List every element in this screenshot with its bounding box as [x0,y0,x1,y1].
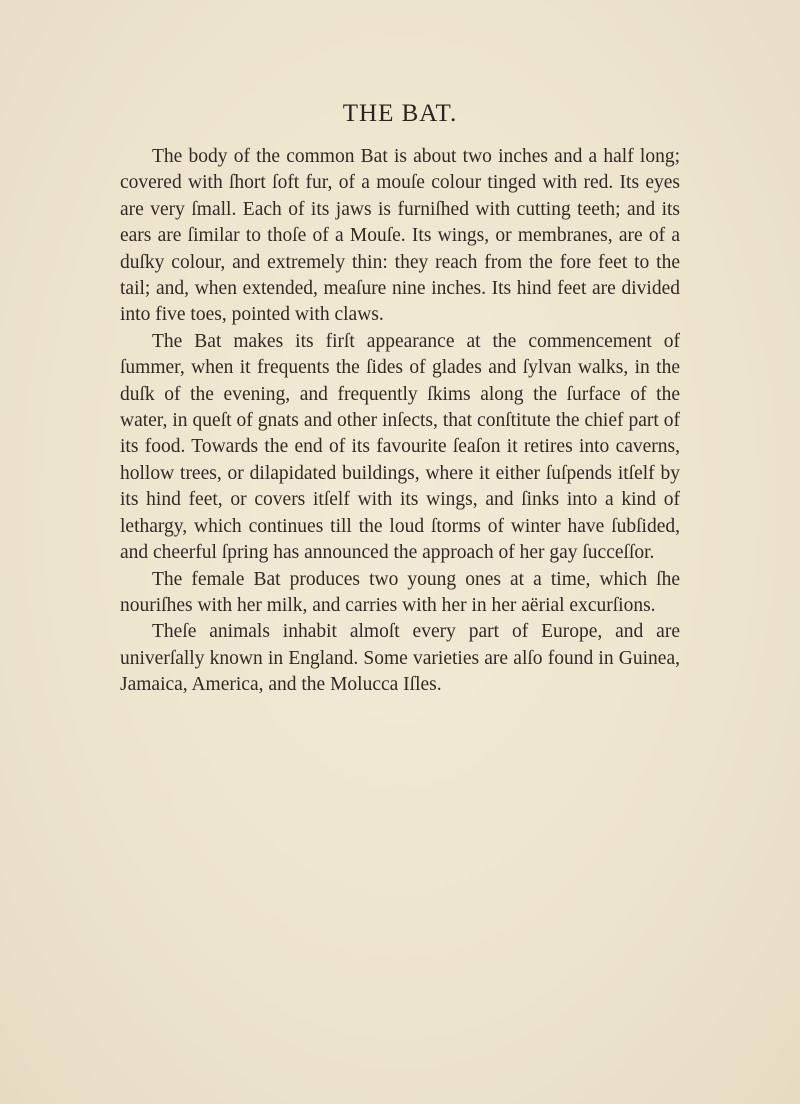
page-title: THE BAT. [342,100,458,127]
paragraph-description: The body of the common Bat is about two inches and a half long; covered with ſhort ſoft fur, of a mouſe colour tinged with red. Its eyes are very ſmall. Each of its jaws is furniſhed with cutting teeth; and its ears are ſimilar to thoſe of a Mouſe. Its wings, or membranes, are of a duſky colour, and extremely thin: they reach from the fore feet to the tail; and, when extended, meaſure nine inches. Its hind feet are divided into five toes, pointed with claws. [120,146,680,326]
paragraph-distribution: Theſe animals inhabit almoſt every part of Europe, and are univerſally known in England. Some varieties are alſo found in Guinea, Jamaica, America, and the Molucca Iſles. [120,621,680,696]
body-text [120,144,680,699]
paragraph-reproduction: The female Bat produces two young ones at a time, which ſhe nouriſhes with her milk, and carries with her in her aërial excurſions. [120,568,680,616]
paragraph-habits: The Bat makes its firſt appearance at the commencement of ſummer, when it frequents the ſides of glades and ſylvan walks, in the duſk of the evening, and frequently ſkims along the ſurface of the water, in queſt of gnats and other inſects, that conſtitute the chief part of its food. Towards the end of its favourite ſeaſon it retires into caverns, hollow trees, or dilapidated buildings, where it either ſuſpends itſelf by its hind feet, or covers itſelf with its wings, and ſinks into a kind of lethargy, which continues till the loud ſtorms of winter have ſubſided, and cheerful ſpring has announced the approach of her gay ſucceſſor. [120,330,680,564]
